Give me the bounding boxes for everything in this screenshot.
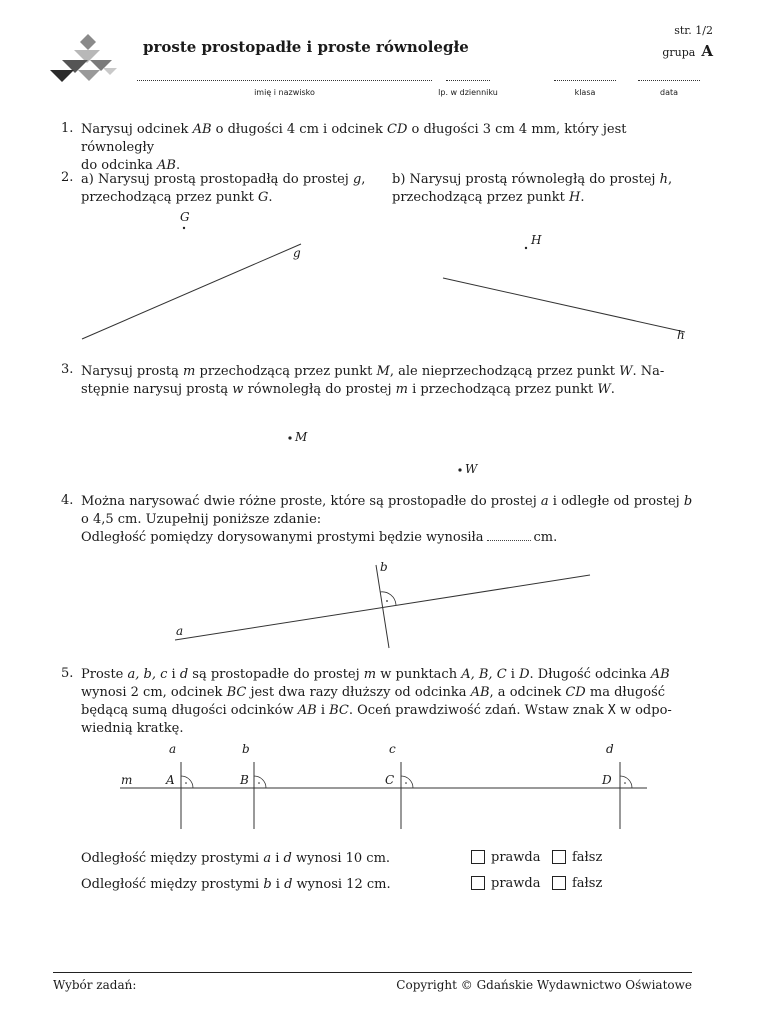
line-g <box>82 244 301 339</box>
point-c-label: C <box>385 773 395 787</box>
class-number-label: lp. w dzienniku <box>438 88 498 97</box>
task-1-number: 1. <box>61 121 74 136</box>
group-value: A <box>701 42 713 60</box>
name-label: imię i nazwisko <box>254 88 315 97</box>
group-indicator <box>662 42 713 60</box>
statement-2: Odległość między prostymi b i d wynosi 12 cm. <box>81 877 391 892</box>
date-label: data <box>659 88 679 97</box>
footer-left: Wybór zadań: <box>53 978 137 992</box>
footer-divider <box>53 972 692 973</box>
right-angle-dot <box>386 600 388 602</box>
point-b-label: B <box>240 773 249 787</box>
line-h-label: h <box>677 328 685 342</box>
publisher-logo <box>50 34 117 82</box>
line-a-perp-label: a <box>169 742 177 756</box>
task-4-number: 4. <box>61 493 74 508</box>
task-2-number: 2. <box>61 170 74 185</box>
task-3-text: Narysuj prostą m przechodzącą przez punkt M, ale nieprzechodzącą przez punkt W. Na- stępnie narysuj prostą w równoległą do prostej m i przechodzącą przez punkt W. <box>81 364 665 397</box>
statement-1-false-option[interactable]: fałsz <box>552 850 602 865</box>
statement-1: Odległość między prostymi a i d wynosi 10 cm. <box>81 851 391 866</box>
statement-2-false-checkbox[interactable] <box>552 876 566 890</box>
task-2b-text: b) Narysuj prostą równoległą do prostej h, przechodzącą przez punkt H. <box>392 172 673 205</box>
point-a-label: A <box>166 773 175 787</box>
name-field[interactable] <box>137 76 432 81</box>
task-2a-text: a) Narysuj prostą prostopadłą do prostej g, przechodzącą przez punkt G. <box>81 172 366 205</box>
statement-2-true-option[interactable]: prawda <box>471 876 541 891</box>
distance-answer-field[interactable] <box>487 530 531 541</box>
line-b-perp-label: b <box>242 742 250 756</box>
line-b-label: b <box>380 560 388 574</box>
point-h-label: H <box>531 233 542 247</box>
statement-1-false-checkbox[interactable] <box>552 850 566 864</box>
line-g-label: g <box>293 246 301 260</box>
task-3-number: 3. <box>61 362 74 377</box>
line-h <box>443 278 685 332</box>
statement-2-true-checkbox[interactable] <box>471 876 485 890</box>
point-g-dot <box>183 227 185 229</box>
page-number: str. 1/2 <box>674 24 713 37</box>
task-4-text: Można narysować dwie różne proste, które są prostopadłe do prostej a i odległe od prostej b o 4,5 cm. Uzupełnij poniższe zdanie: Odległość pomiędzy dorysowanymi prostymi będzie wynosiła cm. <box>81 494 693 545</box>
footer-copyright: Copyright © Gdańskie Wydawnictwo Oświatowe <box>396 978 692 992</box>
point-w-dot <box>458 468 461 471</box>
statement-1-true-checkbox[interactable] <box>471 850 485 864</box>
line-a-label: a <box>176 624 184 638</box>
right-angle-dots <box>185 782 626 784</box>
line-d-perp-label: d <box>606 742 614 756</box>
line-m-label: m <box>121 773 133 787</box>
line-c-perp-label: c <box>389 742 396 756</box>
point-g-label: G <box>180 210 190 224</box>
task-1-text: Narysuj odcinek AB o długości 4 cm i odcinek CD o długości 3 cm 4 mm, który jest równoległy do odcinka AB. <box>81 122 627 173</box>
statement-1-true-option[interactable]: prawda <box>471 850 541 865</box>
point-w-label: W <box>465 462 478 476</box>
worksheet-title: proste prostopadłe i proste równoległe <box>143 38 469 56</box>
point-h-dot <box>525 247 527 249</box>
task-5-number: 5. <box>61 666 74 681</box>
point-m-dot <box>288 436 291 439</box>
class-label: klasa <box>574 88 596 97</box>
task-5-text: Proste a, b, c i d są prostopadłe do prostej m w punktach A, B, C i D. Długość odcinka AB wynosi 2 cm, odcinek BC jest dwa razy dłuższy od odcinka AB, a odcinek CD ma długość będącą sumą długości odcinków AB i BC. Oceń prawdziwość zdań. Wstaw znak X w odpo- wiednią kratkę. <box>81 667 672 736</box>
group-label: grupa <box>662 46 696 59</box>
point-m-label: M <box>295 430 308 444</box>
point-d-label: D <box>602 773 612 787</box>
date-field[interactable] <box>638 76 700 81</box>
class-number-field[interactable] <box>446 76 490 81</box>
class-field[interactable] <box>554 76 616 81</box>
statement-2-false-option[interactable]: fałsz <box>552 876 602 891</box>
